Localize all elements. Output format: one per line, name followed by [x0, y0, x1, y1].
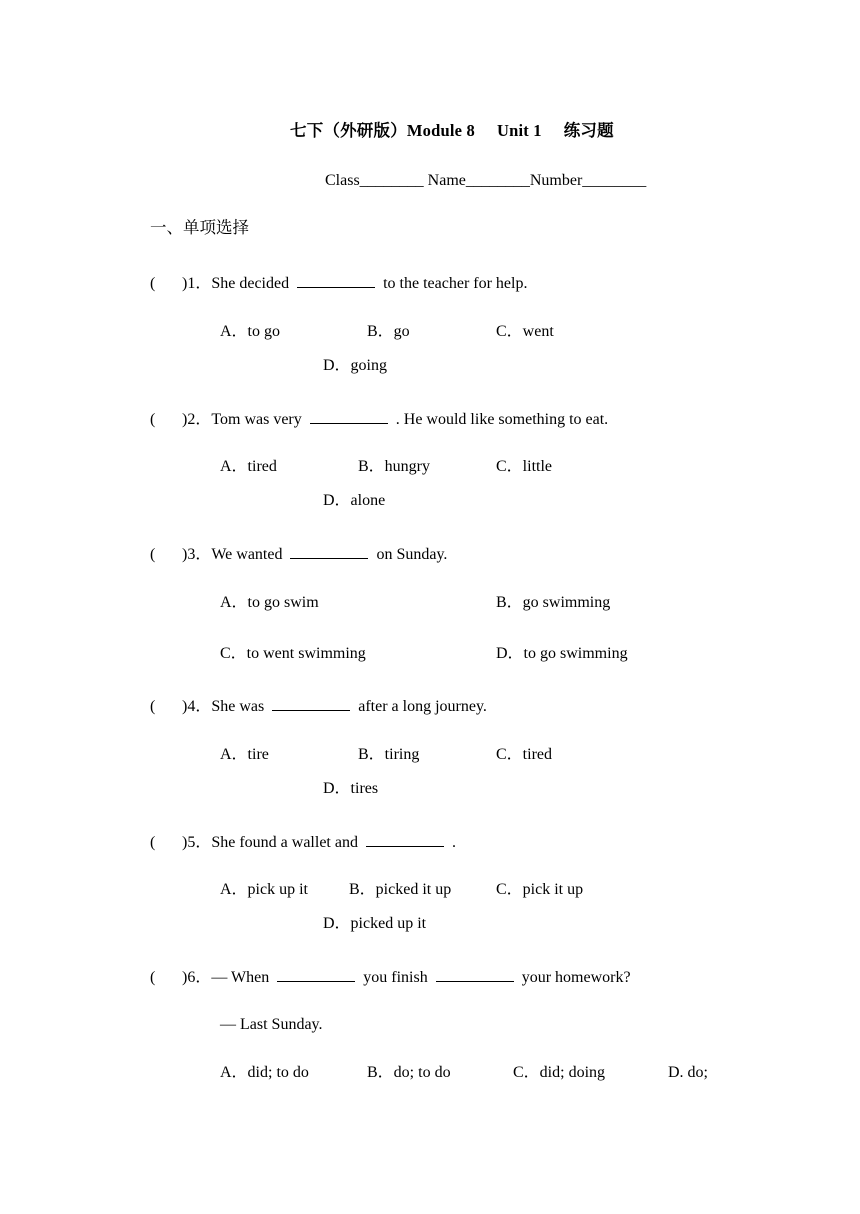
option-b: B．do; to do	[367, 1064, 451, 1081]
question-text-after: to the teacher for help.	[383, 275, 528, 292]
question-text: She found a wallet and	[211, 834, 358, 851]
question-text: We wanted	[211, 546, 283, 563]
answer-paren: (	[150, 698, 156, 715]
answer-blank	[272, 696, 350, 711]
answer-paren: (	[150, 546, 156, 563]
answer-blank	[290, 544, 368, 559]
answer-blank	[310, 409, 388, 424]
question-text: She was	[211, 698, 265, 715]
option-b: B．go swimming	[496, 594, 611, 611]
question-text-after: . He would like something to eat.	[395, 411, 609, 428]
question-text: She decided	[211, 275, 290, 292]
question-1	[150, 273, 527, 292]
option-b: B．tiring	[358, 746, 420, 763]
title-part-3: 练习题	[563, 121, 614, 140]
question-number: )5．	[182, 834, 212, 851]
option-a: A．to go	[220, 323, 281, 340]
question-text: Tom was very	[211, 411, 302, 428]
option-c: C．little	[496, 458, 553, 475]
option-d: D．going	[323, 357, 388, 374]
question-number: )1．	[182, 275, 212, 292]
option-d: D．tires	[323, 780, 379, 797]
option-c: C．did; doing	[513, 1064, 606, 1081]
section-title: 一、单项选择	[150, 218, 249, 237]
student-info-line: Class________ Name________Number________	[325, 172, 647, 189]
option-b: B．picked it up	[349, 881, 452, 898]
question-text-after: .	[451, 834, 456, 851]
option-a: A．tired	[220, 458, 277, 475]
option-d: D. do;	[668, 1064, 708, 1081]
question-3	[150, 544, 447, 563]
title-part-1: 七下（外研版）Module 8	[290, 121, 475, 140]
option-d: D．to go swimming	[496, 645, 628, 662]
option-a: A．did; to do	[220, 1064, 309, 1081]
question-4	[150, 696, 487, 715]
answer-blank	[436, 967, 514, 982]
question-number: )4．	[182, 698, 212, 715]
answer-paren: (	[150, 969, 156, 986]
question-text-after: after a long journey.	[358, 698, 487, 715]
option-c: C．to went swimming	[220, 645, 366, 662]
answer-paren: (	[150, 411, 156, 428]
question-text: — When	[211, 969, 270, 986]
question-2	[150, 409, 608, 428]
option-c: C．pick it up	[496, 881, 584, 898]
option-c: C．went	[496, 323, 554, 340]
option-a: A．to go swim	[220, 594, 319, 611]
question-number: )3．	[182, 546, 212, 563]
answer-paren: (	[150, 275, 156, 292]
option-c: C．tired	[496, 746, 552, 763]
question-number: )6．	[182, 969, 212, 986]
question-5	[150, 832, 456, 851]
question-number: )2．	[182, 411, 212, 428]
option-b: B．hungry	[358, 458, 431, 475]
answer-blank	[366, 832, 444, 847]
option-b: B．go	[367, 323, 410, 340]
answer-blank	[277, 967, 355, 982]
answer-blank	[297, 273, 375, 288]
option-a: A．tire	[220, 746, 269, 763]
title-part-2: Unit 1	[496, 121, 542, 140]
question-6	[150, 967, 631, 986]
option-a: A．pick up it	[220, 881, 308, 898]
question-text-after: on Sunday.	[376, 546, 448, 563]
question-text-middle: you finish	[363, 969, 428, 986]
option-d: D．alone	[323, 492, 386, 509]
option-d: D．picked up it	[323, 915, 427, 932]
answer-paren: (	[150, 834, 156, 851]
page-title	[290, 123, 614, 140]
dialogue-answer-line: — Last Sunday.	[220, 1016, 323, 1033]
question-text-after: your homework?	[521, 969, 631, 986]
